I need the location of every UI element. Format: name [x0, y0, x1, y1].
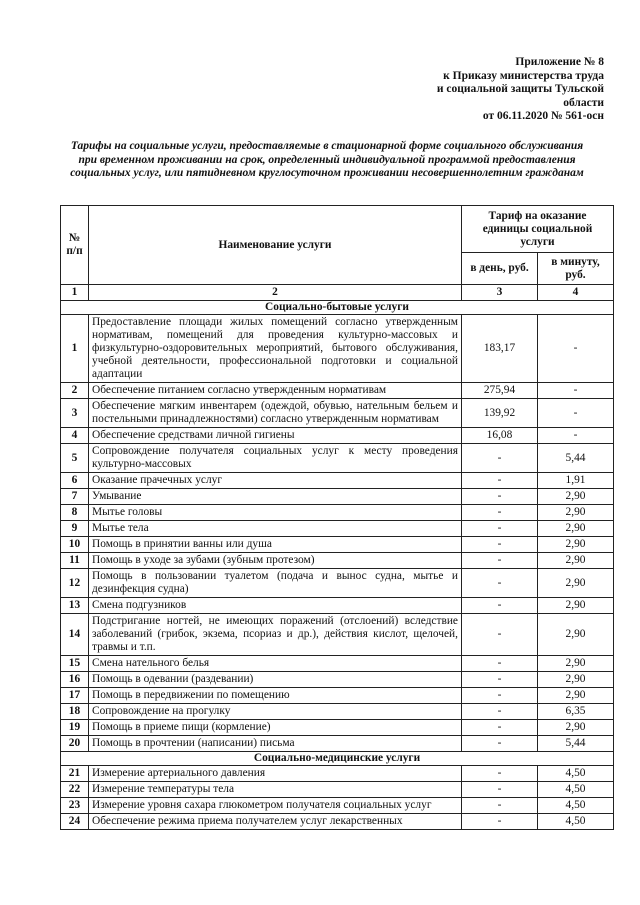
row-number: 11 — [61, 553, 89, 569]
tariff-per-minute: 5,44 — [538, 444, 614, 473]
service-name: Измерение артериального давления — [89, 766, 462, 782]
row-number: 9 — [61, 521, 89, 537]
row-number: 15 — [61, 656, 89, 672]
tariff-per-day: - — [462, 672, 538, 688]
row-number: 17 — [61, 688, 89, 704]
section-title: Социально-бытовые услуги — [61, 301, 614, 315]
tariff-per-minute: - — [538, 428, 614, 444]
table-row — [61, 569, 614, 598]
header-per-day: в день, руб. — [462, 253, 538, 285]
tariff-per-minute: 5,44 — [538, 736, 614, 752]
row-number: 13 — [61, 598, 89, 614]
tariff-per-minute: 2,90 — [538, 553, 614, 569]
tariff-per-minute: 2,90 — [538, 656, 614, 672]
table-row — [61, 489, 614, 505]
table-row — [61, 704, 614, 720]
tariff-per-minute: - — [538, 383, 614, 399]
table-row — [61, 505, 614, 521]
header-tariff: Тариф на оказание единицы социальной услуги — [462, 206, 614, 253]
tariff-per-minute: 2,90 — [538, 688, 614, 704]
table-row — [61, 444, 614, 473]
index-cell: 4 — [538, 285, 614, 301]
row-number: 5 — [61, 444, 89, 473]
service-name: Помощь в передвижении по помещению — [89, 688, 462, 704]
tariff-per-day: - — [462, 814, 538, 830]
row-number: 8 — [61, 505, 89, 521]
index-cell: 3 — [462, 285, 538, 301]
tariff-per-day: 16,08 — [462, 428, 538, 444]
table-row — [61, 428, 614, 444]
service-name: Обеспечение питанием согласно утвержденным нормативам — [89, 383, 462, 399]
tariff-per-day: - — [462, 473, 538, 489]
tariff-per-day: - — [462, 521, 538, 537]
tariff-per-minute: 2,90 — [538, 598, 614, 614]
appendix-line: и социальной защиты Тульской — [436, 83, 604, 95]
table-row — [61, 782, 614, 798]
service-name: Помощь в приеме пищи (кормление) — [89, 720, 462, 736]
table-row — [61, 553, 614, 569]
table-row — [61, 383, 614, 399]
table-row — [61, 614, 614, 656]
section-row — [61, 752, 614, 766]
tariff-per-day: - — [462, 798, 538, 814]
tariff-per-minute: 4,50 — [538, 782, 614, 798]
row-number: 12 — [61, 569, 89, 598]
tariff-per-day: - — [462, 489, 538, 505]
service-name: Помощь в одевании (раздевании) — [89, 672, 462, 688]
tariff-per-day: - — [462, 720, 538, 736]
service-name: Обеспечение режима приема получателем услуг лекарственных — [89, 814, 462, 830]
tariff-per-day: - — [462, 569, 538, 598]
service-name: Измерение уровня сахара глюкометром получателя социальных услуг — [89, 798, 462, 814]
tariff-per-minute: 6,35 — [538, 704, 614, 720]
tariff-per-day: 183,17 — [462, 315, 538, 383]
tariff-per-day: - — [462, 553, 538, 569]
tariff-per-minute: 4,50 — [538, 798, 614, 814]
row-number: 22 — [61, 782, 89, 798]
table-row — [61, 399, 614, 428]
service-name: Помощь в уходе за зубами (зубным протезом) — [89, 553, 462, 569]
row-number: 2 — [61, 383, 89, 399]
tariff-per-minute: 2,90 — [538, 614, 614, 656]
service-name: Умывание — [89, 489, 462, 505]
service-name: Помощь в принятии ванны или душа — [89, 537, 462, 553]
tariff-per-minute: 2,90 — [538, 505, 614, 521]
appendix-line: области — [563, 96, 604, 109]
service-name: Помощь в прочтении (написании) письма — [89, 736, 462, 752]
section-title: Социально-медицинские услуги — [61, 752, 614, 766]
service-name: Мытье тела — [89, 521, 462, 537]
service-name: Сопровождение на прогулку — [89, 704, 462, 720]
row-number: 6 — [61, 473, 89, 489]
service-name: Обеспечение средствами личной гигиены — [89, 428, 462, 444]
tariff-per-day: - — [462, 444, 538, 473]
tariff-per-minute: 2,90 — [538, 489, 614, 505]
tariff-per-day: - — [462, 505, 538, 521]
table-row — [61, 798, 614, 814]
table-row — [61, 736, 614, 752]
row-number: 3 — [61, 399, 89, 428]
service-name: Мытье головы — [89, 505, 462, 521]
index-cell: 1 — [61, 285, 89, 301]
document-title: Тарифы на социальные услуги, предоставляемые в стационарной форме социального обслуживания при временном проживании на срок, определенный индивидуальной программой предоставления социальных услуг, или пятидневном круглосуточном проживании несовершеннолетним гражданам — [70, 140, 584, 179]
tariff-table — [60, 205, 614, 830]
row-number: 24 — [61, 814, 89, 830]
tariff-per-day: 139,92 — [462, 399, 538, 428]
table-row — [61, 473, 614, 489]
tariff-per-day: - — [462, 736, 538, 752]
header-num: № п/п — [61, 206, 89, 285]
tariff-per-day: - — [462, 598, 538, 614]
tariff-per-minute: - — [538, 315, 614, 383]
row-number: 21 — [61, 766, 89, 782]
row-number: 10 — [61, 537, 89, 553]
table-row — [61, 315, 614, 383]
row-number: 16 — [61, 672, 89, 688]
header-name: Наименование услуги — [89, 206, 462, 285]
table-row — [61, 521, 614, 537]
tariff-per-day: - — [462, 704, 538, 720]
row-number: 20 — [61, 736, 89, 752]
service-name: Подстригание ногтей, не имеющих поражений (отслоений) вследствие заболеваний (грибок, экзема, псориаз и др.), действия кислот, щелочей, травмы и т.п. — [89, 614, 462, 656]
table-row — [61, 672, 614, 688]
row-number: 19 — [61, 720, 89, 736]
tariff-per-minute: 2,90 — [538, 521, 614, 537]
table-row — [61, 656, 614, 672]
tariff-per-day: - — [462, 656, 538, 672]
appendix-line: от 06.11.2020 № 561-осн — [482, 110, 604, 122]
section-row — [61, 301, 614, 315]
tariff-per-day: - — [462, 688, 538, 704]
row-number: 1 — [61, 315, 89, 383]
service-name: Помощь в пользовании туалетом (подача и вынос судна, мытье и дезинфекция судна) — [89, 569, 462, 598]
service-name: Смена подгузников — [89, 598, 462, 614]
service-name: Измерение температуры тела — [89, 782, 462, 798]
tariff-per-minute: 1,91 — [538, 473, 614, 489]
table-row — [61, 688, 614, 704]
tariff-per-day: 275,94 — [462, 383, 538, 399]
table-row — [61, 598, 614, 614]
table-row — [61, 720, 614, 736]
tariff-table-body — [61, 285, 614, 830]
tariff-per-minute: - — [538, 399, 614, 428]
tariff-per-day: - — [462, 766, 538, 782]
tariff-per-day: - — [462, 614, 538, 656]
table-row — [61, 537, 614, 553]
appendix-line: Приложение № 8 — [515, 56, 604, 68]
row-number: 14 — [61, 614, 89, 656]
tariff-per-minute: 4,50 — [538, 814, 614, 830]
row-number: 23 — [61, 798, 89, 814]
service-name: Сопровождение получателя социальных услуг к месту проведения культурно-массовых — [89, 444, 462, 473]
table-row — [61, 766, 614, 782]
service-name: Обеспечение мягким инвентарем (одеждой, обувью, нательным бельем и постельными принадлежностями) согласно утвержденным нормативам — [89, 399, 462, 428]
tariff-per-day: - — [462, 782, 538, 798]
service-name: Оказание прачечных услуг — [89, 473, 462, 489]
service-name: Предоставление площади жилых помещений согласно утвержденным нормативам, помещений для проведения культурно-массовых и физкультурно-оздоровительных мероприятий, бытового обслуживания, учебной деятельности, профессиональной подготовки и социальной адаптации — [89, 315, 462, 383]
tariff-per-minute: 4,50 — [538, 766, 614, 782]
tariff-per-minute: 2,90 — [538, 672, 614, 688]
table-row — [61, 814, 614, 830]
tariff-per-day: - — [462, 537, 538, 553]
row-number: 7 — [61, 489, 89, 505]
tariff-per-minute: 2,90 — [538, 537, 614, 553]
tariff-per-minute: 2,90 — [538, 720, 614, 736]
row-number: 4 — [61, 428, 89, 444]
tariff-per-minute: 2,90 — [538, 569, 614, 598]
appendix-header — [364, 56, 604, 124]
header-per-minute: в минуту, руб. — [538, 253, 614, 285]
row-number: 18 — [61, 704, 89, 720]
index-cell: 2 — [89, 285, 462, 301]
service-name: Смена нательного белья — [89, 656, 462, 672]
appendix-line: к Приказу министерства труда — [443, 69, 604, 82]
